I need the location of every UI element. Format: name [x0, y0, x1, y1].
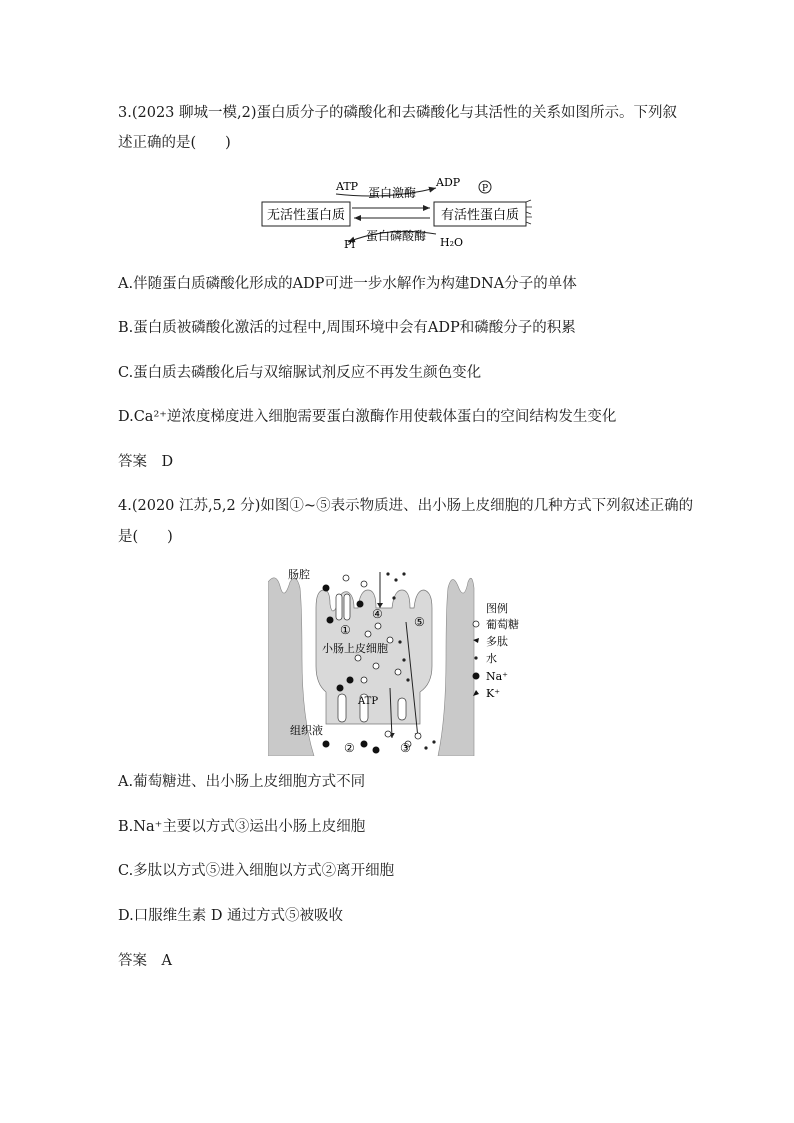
- q3-option-c: C.蛋白质去磷酸化后与双缩脲试剂反应不再发生颜色变化: [118, 365, 482, 381]
- atp-label: ATP: [358, 696, 379, 707]
- phosphatase-label: 蛋白磷酸酶: [366, 229, 427, 243]
- legend-peptide: 多肽: [486, 635, 508, 648]
- legend-glucose: 葡萄糖: [486, 618, 519, 631]
- h2o-label: H₂O: [440, 236, 464, 249]
- glucose-icon: [473, 621, 479, 627]
- q3-stem-line1: 3.(2023 聊城一模,2)蛋白质分子的磷酸化和去磷酸化与其活性的关系如图所示。下列叙: [118, 105, 677, 121]
- q4-option-c: C.多肽以方式⑤进入细胞以方式②离开细胞: [118, 863, 395, 879]
- mode-4-label: ④: [372, 607, 383, 621]
- phosphate-label: P: [481, 184, 489, 194]
- q3-stem-line2: 述正确的是( ): [118, 135, 231, 151]
- carrier-3: [398, 698, 406, 720]
- mode-3-label: ③: [400, 741, 411, 755]
- q3-option-a: A.伴随蛋白质磷酸化形成的ADP可进一步水解作为构建DNA分子的单体: [118, 276, 577, 292]
- cell-label: 小肠上皮细胞: [322, 642, 388, 655]
- mode-5-label: ⑤: [414, 615, 425, 629]
- mode-1-label: ①: [340, 623, 351, 637]
- carrier-1b: [344, 594, 350, 620]
- q3-option-b: B.蛋白质被磷酸化激活的过程中,周围环境中会有ADP和磷酸分子的积累: [118, 320, 576, 336]
- water-icon: [474, 656, 477, 659]
- q3-answer: 答案 D: [118, 454, 174, 470]
- pi-label: Pi: [344, 238, 355, 251]
- kinase-label: 蛋白激酶: [368, 186, 417, 200]
- q4-option-d: D.口服维生素 D 通过方式⑤被吸收: [118, 908, 344, 924]
- protein-edge-marks: [526, 200, 532, 224]
- legend-na: Na⁺: [486, 670, 508, 683]
- q3-phosphorylation-diagram: [258, 172, 538, 252]
- atp-label: ATP: [336, 180, 359, 193]
- right-neighbor-cell: [438, 578, 474, 756]
- active-protein-label: 有活性蛋白质: [440, 208, 520, 223]
- adp-label: ADP: [436, 176, 461, 189]
- tissue-fluid-label: 组织液: [290, 724, 323, 737]
- legend-title: 图例: [486, 602, 508, 615]
- q3-option-d: D.Ca²⁺逆浓度梯度进入细胞需要蛋白激酶作用使载体蛋白的空间结构发生变化: [118, 409, 617, 425]
- q4-option-b: B.Na⁺主要以方式③运出小肠上皮细胞: [118, 819, 366, 835]
- sodium-icon: [473, 673, 480, 680]
- legend-water: 水: [486, 652, 497, 665]
- q4-answer: 答案 A: [118, 953, 172, 969]
- carrier-2: [338, 694, 346, 722]
- q4-stem-line2: 是( ): [118, 529, 173, 545]
- mode-2-label: ②: [344, 741, 355, 755]
- lumen-label: 肠腔: [288, 568, 310, 581]
- carrier-1: [336, 594, 342, 620]
- inactive-protein-label: 无活性蛋白质: [266, 208, 346, 223]
- q4-option-a: A.葡萄糖进、出小肠上皮细胞方式不同: [118, 774, 366, 790]
- q4-stem-line1: 4.(2020 江苏,5,2 分)如图①~⑤表示物质进、出小肠上皮细胞的几种方式下列叙述正确的: [118, 498, 694, 514]
- q4-intestinal-cell-diagram: [268, 568, 530, 756]
- legend-k: K⁺: [486, 687, 501, 700]
